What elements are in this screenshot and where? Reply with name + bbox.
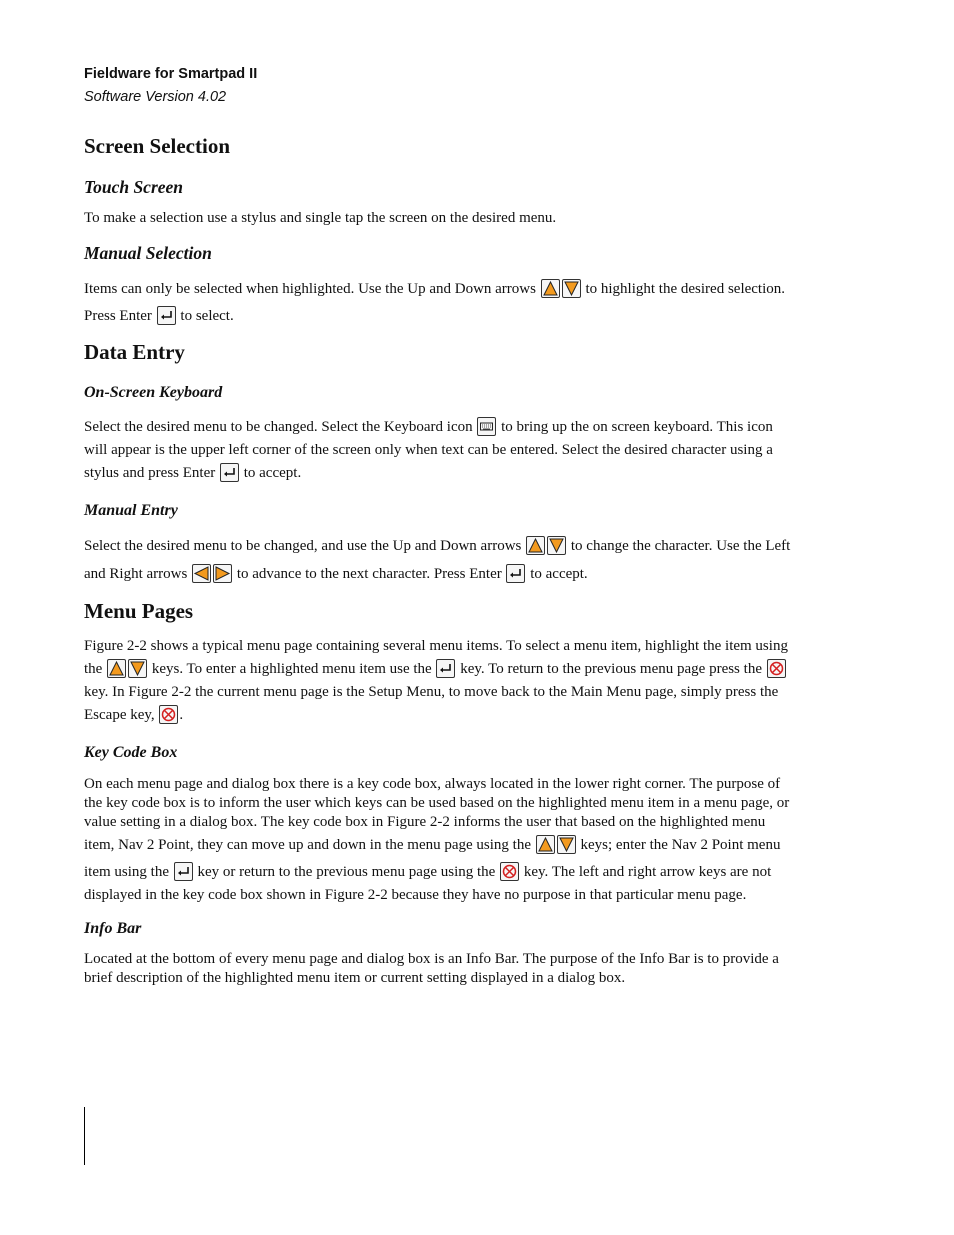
paragraph-keyboard-line2: will appear is the upper left corner of the screen only when text can be entered. Select the desired character using a bbox=[84, 442, 773, 458]
right-arrow-icon bbox=[213, 564, 232, 583]
paragraph-key-code-line1: On each menu page and dialog box there is a key code box, always located in the lower right corner. The purpose of bbox=[84, 776, 781, 792]
heading-info-bar: Info Bar bbox=[84, 920, 142, 937]
paragraph-menu-pages-line3: key. In Figure 2-2 the current menu page is the Setup Menu, to move back to the Main Menu page, simply press the bbox=[84, 684, 779, 700]
paragraph-info-bar-line2: brief description of the highlighted menu item or current setting displayed in a dialog box. bbox=[84, 970, 626, 986]
left-arrow-icon bbox=[192, 564, 211, 583]
heading-on-screen-keyboard: On-Screen Keyboard bbox=[84, 384, 223, 401]
margin-rule bbox=[84, 1107, 85, 1165]
paragraph-manual-selection-line2: Press Enter to select. bbox=[84, 308, 234, 324]
escape-key-icon bbox=[500, 862, 519, 881]
down-arrow-icon bbox=[557, 835, 576, 854]
paragraph-menu-pages-line4: Escape key, . bbox=[84, 707, 184, 723]
paragraph-key-code-line3: value setting in a dialog box. The key code box in Figure 2-2 informs the user that based on the highlighted menu bbox=[84, 814, 766, 830]
paragraph-menu-pages-line2: the keys. To enter a highlighted menu item use the key. To return to the previous menu page press the bbox=[84, 658, 814, 680]
up-arrow-icon bbox=[526, 536, 545, 555]
document-subtitle: Software Version 4.02 bbox=[84, 89, 227, 105]
paragraph-info-bar-line1: Located at the bottom of every menu page and dialog box is an Info Bar. The purpose of the Info Bar is to provide a bbox=[84, 951, 779, 967]
enter-key-icon bbox=[157, 306, 176, 325]
up-arrow-icon bbox=[541, 279, 560, 298]
down-arrow-icon bbox=[547, 536, 566, 555]
heading-key-code-box: Key Code Box bbox=[84, 744, 178, 761]
paragraph-keyboard-line3: stylus and press Enter to accept. bbox=[84, 465, 302, 481]
escape-key-icon bbox=[159, 705, 178, 724]
enter-key-icon bbox=[174, 862, 193, 881]
document-title: Fieldware for Smartpad II bbox=[84, 66, 258, 82]
heading-menu-pages: Menu Pages bbox=[84, 599, 194, 623]
heading-data-entry: Data Entry bbox=[84, 340, 185, 364]
up-arrow-icon bbox=[107, 659, 126, 678]
paragraph-touch-screen: To make a selection use a stylus and single tap the screen on the desired menu. bbox=[84, 210, 557, 226]
keyboard-icon bbox=[477, 417, 496, 436]
heading-touch-screen: Touch Screen bbox=[84, 177, 184, 197]
heading-manual-selection: Manual Selection bbox=[84, 243, 212, 263]
paragraph-manual-entry-line1: Select the desired menu to be changed, and use the Up and Down arrows to change the character. Use the Left bbox=[84, 538, 791, 554]
paragraph-keyboard-line1: Select the desired menu to be changed. Select the Keyboard icon to bring up the on screen keyboard. This icon bbox=[84, 419, 773, 435]
heading-screen-selection: Screen Selection bbox=[84, 134, 230, 158]
paragraph-manual-entry-line2: and Right arrows to advance to the next character. Press Enter to accept. bbox=[84, 566, 588, 582]
paragraph-key-code-line4: item, Nav 2 Point, they can move up and down in the menu page using the keys; enter the Nav 2 Point menu bbox=[84, 837, 781, 853]
paragraph-menu-pages-line1: Figure 2-2 shows a typical menu page containing several menu items. To select a menu item, highlight the item using bbox=[84, 638, 788, 654]
heading-manual-entry: Manual Entry bbox=[84, 502, 178, 519]
paragraph-manual-selection-line1: Items can only be selected when highlighted. Use the Up and Down arrows to highlight the desired selection. bbox=[84, 281, 786, 297]
escape-key-icon bbox=[767, 659, 786, 678]
paragraph-key-code-line2: the key code box is to inform the user which keys can be used based on the highlighted menu item in a menu page, or bbox=[84, 795, 790, 811]
enter-key-icon bbox=[220, 463, 239, 482]
up-arrow-icon bbox=[536, 835, 555, 854]
enter-key-icon bbox=[436, 659, 455, 678]
down-arrow-icon bbox=[562, 279, 581, 298]
down-arrow-icon bbox=[128, 659, 147, 678]
paragraph-key-code-line6: displayed in the key code box shown in Figure 2-2 because they have no purpose in that particular menu page. bbox=[84, 887, 747, 903]
enter-key-icon bbox=[506, 564, 525, 583]
paragraph-key-code-line5: item using the key or return to the previous menu page using the key. The left and right arrow keys are not bbox=[84, 864, 772, 880]
